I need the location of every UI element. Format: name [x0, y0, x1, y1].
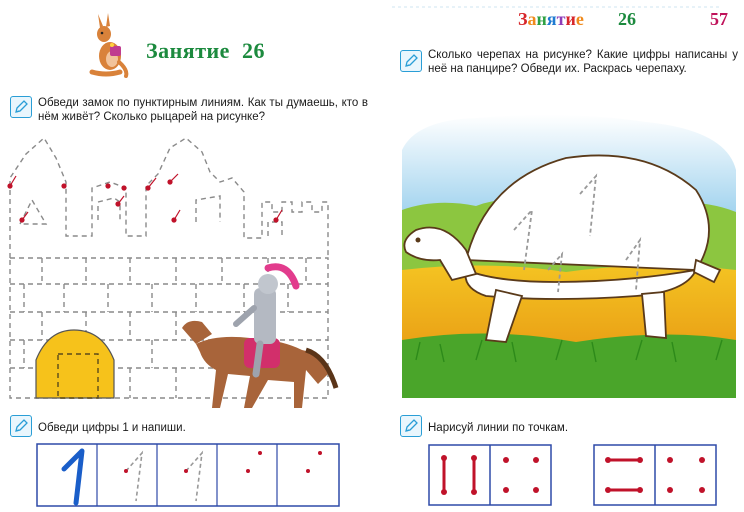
header-letter: н: [536, 9, 547, 29]
header-letter: а: [527, 9, 537, 29]
header-letter: З: [518, 9, 528, 29]
kangaroo-icon: [86, 12, 130, 78]
running-header: [398, 9, 728, 31]
header-letter: и: [565, 9, 576, 29]
task-text-turtle: Сколько черепах на рисунке? Какие цифры написаны у неё на панцире? Обведи их. Раскрась черепаху.: [428, 49, 738, 75]
task-text-castle: Обведи замок по пунктирным линиям. Как ты думаешь, кто в нём живёт? Сколько рыцарей на рисунке?: [38, 97, 368, 123]
castle-illustration: [6, 138, 342, 408]
pencil-task-icon: [10, 415, 32, 437]
lesson-title: [146, 38, 265, 64]
digit-one-sample: [64, 451, 82, 503]
header-letter: т: [556, 9, 566, 29]
lesson-word: Занятие: [146, 38, 230, 63]
dot-line-exercise: [428, 444, 728, 508]
task-text-lines: Нарисуй линии по точкам.: [428, 422, 569, 434]
digit-practice-grid: [36, 443, 342, 509]
header-letter: я: [546, 9, 557, 29]
pencil-task-icon: [400, 50, 422, 72]
header-lesson-number: 26: [618, 9, 636, 29]
header-letter: е: [575, 9, 584, 29]
pencil-task-icon: [400, 415, 422, 437]
header-lesson-word: [518, 9, 584, 30]
turtle-illustration: [396, 110, 742, 400]
lesson-number: 26: [241, 38, 265, 63]
task-text-digits: Обведи цифры 1 и напиши.: [38, 422, 186, 434]
right-page: [372, 0, 744, 512]
pencil-task-icon: [10, 96, 32, 118]
page-number: 57: [710, 9, 728, 29]
